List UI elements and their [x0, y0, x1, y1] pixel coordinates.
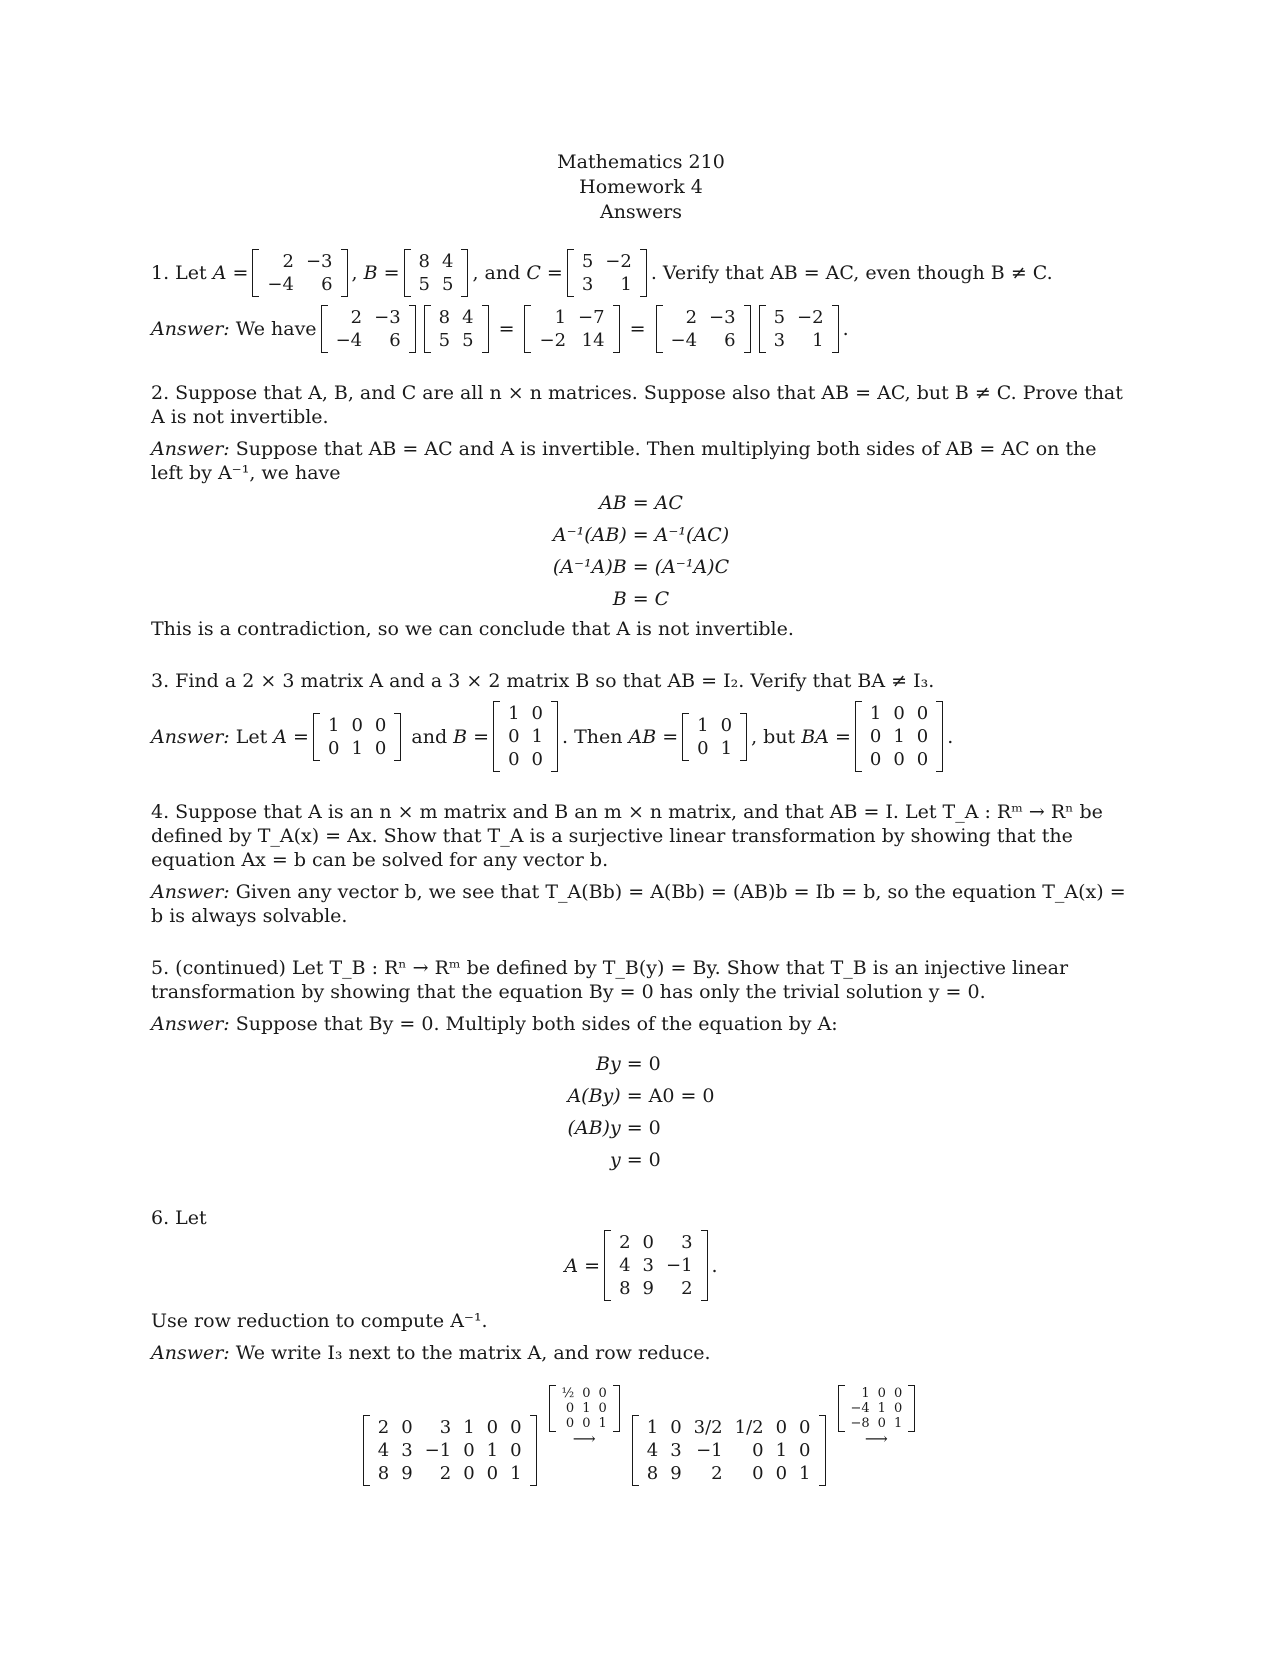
problem-6-lead: 6. Let	[151, 1207, 207, 1229]
matrix-B: 8 4 5 5	[404, 249, 469, 297]
problem-6-task: Use row reduction to compute A⁻¹.	[151, 1310, 488, 1332]
augmented-matrix-2: 1 0 3/2 1/2 0 0 4 3 −1 0 1 0 8 9 2 0 0 1	[632, 1415, 826, 1486]
homework-title: Homework 4	[579, 176, 703, 198]
problem-5-question: 5. (continued) Let T_B : Rⁿ → Rᵐ be defined by T_B(y) = By. Show that T_B is an injective linear transformation by showing that the equation By = 0 has only the trivial solution y = 0.	[151, 957, 1069, 1003]
matrix-product: 1 −7 −2 14	[524, 305, 619, 353]
problem-1-statement: 1. Let A = 2 −3 −4 6 , B = 8 4 5 5 , and C = 5 −2 3 1 . Verify that AB = AC, even though B ≠ C.	[151, 251, 1053, 295]
problem-4-answer: Answer: Given any vector b, we see that T_A(Bb) = A(Bb) = (AB)b = Ib = b, so the equation T_A(x) = b is always solvable.	[151, 881, 1126, 927]
problem-1-answer: Answer: We have 2 −3 −4 6 8 4 5 5 = 1 −7 −2 14 = 2 −3 −4 6 5 −2 3 1 .	[151, 307, 849, 351]
arrow-icon: ⟶	[864, 1429, 888, 1448]
row-reduction	[151, 1385, 1131, 1486]
matrix-C: 5 −2 3 1	[567, 249, 647, 297]
document-page	[151, 150, 1131, 1486]
problem-2-answer: Answer: Suppose that AB = AC and A is invertible. Then multiplying both sides of AB = AC on the left by A⁻¹, we have	[151, 438, 1097, 484]
course-title: Mathematics 210	[557, 151, 725, 173]
matrix-A: 2 −3 −4 6	[252, 249, 347, 297]
row-op-2: 1 0 0 −4 1 0 −8 0 1 ⟶	[834, 1385, 920, 1446]
problem-2-question: 2. Suppose that A, B, and C are all n × n matrices. Suppose also that AB = AC, but B ≠ C. Prove that A is not invertible.	[151, 382, 1123, 428]
augmented-matrix-1: 2 0 3 1 0 0 4 3 −1 0 1 0 8 9 2 0 0 1	[363, 1415, 537, 1486]
problem-6-answer: Answer: We write I₃ next to the matrix A, and row reduce.	[151, 1342, 711, 1364]
problem-2-derivation: AB = AC A⁻¹(AB) = A⁻¹(AC) (A⁻¹A)B = (A⁻¹A)C B = C	[552, 492, 730, 610]
problem-5-derivation: By = 0 A(By) = A0 = 0 (AB)y = 0 y = 0	[567, 1053, 715, 1171]
problem-4-question: 4. Suppose that A is an n × m matrix and B an m × n matrix, and that AB = I. Let T_A : Rᵐ → Rⁿ be defined by T_A(x) = Ax. Show that T_A is a surjective linear transformation by showing that the equation Ax = b can be solved for any vector b.	[151, 801, 1103, 871]
problem-5-answer: Answer: Suppose that By = 0. Multiply both sides of the equation by A:	[151, 1013, 838, 1035]
problem-3-answer: Answer: Let A = 1 0 0 0 1 0 and B = 1 0 0 1 0 0 . Then AB = 1 0 0 1 , but BA = 1 0 0 0 1 0 0 0 0 .	[151, 703, 954, 770]
problem-1-task: Verify that AB = AC, even though B ≠ C.	[662, 262, 1053, 284]
problem-3-question: 3. Find a 2 × 3 matrix A and a 3 × 2 matrix B so that AB = I₂. Verify that BA ≠ I₃.	[151, 670, 935, 692]
problem-6-matrix: A = 2 0 3 4 3 −1 8 9 2 .	[564, 1232, 718, 1299]
arrow-icon: ⟶	[572, 1429, 596, 1448]
document-title	[151, 150, 1131, 225]
problem-2-conclusion: This is a contradiction, so we can conclude that A is not invertible.	[151, 618, 794, 640]
row-op-1: ½ 0 0 0 1 0 0 0 1 ⟶	[545, 1385, 624, 1446]
answers-title: Answers	[599, 201, 683, 223]
